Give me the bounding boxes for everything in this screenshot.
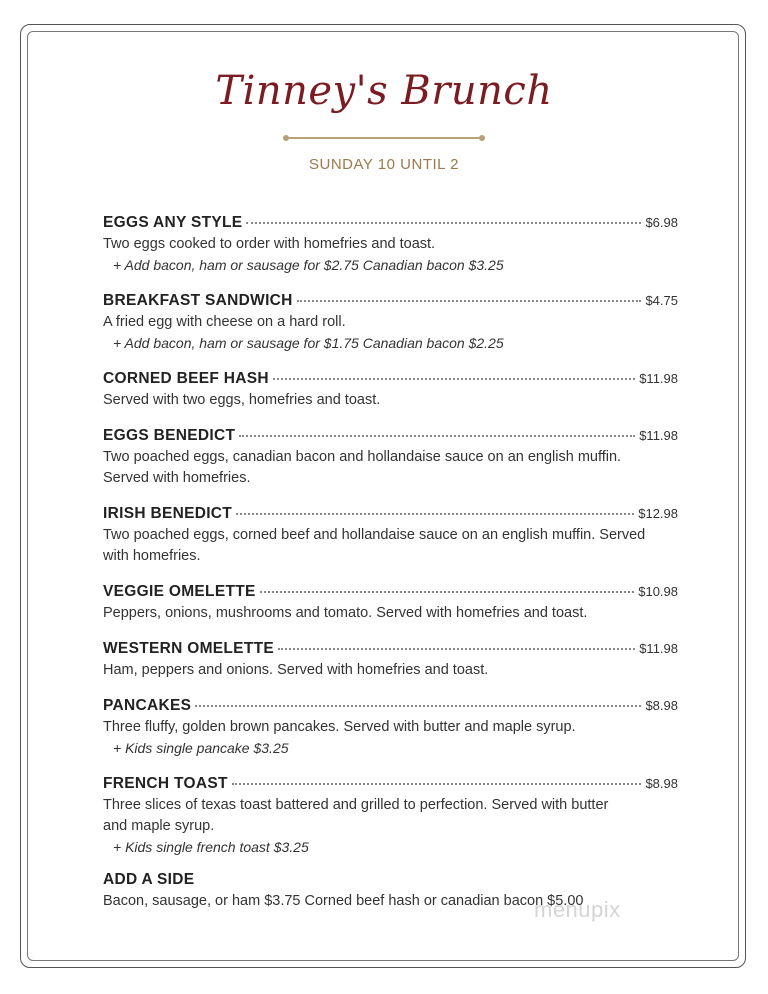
item-name: VEGGIE OMELETTE [103,583,256,600]
item-price: $11.98 [639,641,678,656]
item-name: EGGS BENEDICT [103,427,236,444]
menu-item [103,637,678,681]
item-addon: + Kids single pancake $3.25 [113,740,289,756]
dot-leader [246,208,641,224]
side-description: Bacon, sausage, or ham $3.75 Corned beef hash or canadian bacon $5.00 [103,893,584,909]
menu-item [103,424,678,489]
item-name: CORNED BEEF HASH [103,370,269,387]
dot-leader [232,769,642,785]
item-description: Two poached eggs, corned beef and hollandaise sauce on an english muffin. Served with homefries. [103,527,646,564]
dot-leader [297,286,642,302]
item-price: $8.98 [645,698,678,713]
menu-item [103,772,678,858]
dot-leader [236,499,634,515]
menu-title: Tinney's Brunch [215,68,553,114]
item-description: Peppers, onions, mushrooms and tomato. Served with homefries and toast. [103,605,588,621]
menu-item [103,211,678,276]
item-price: $10.98 [638,584,678,599]
item-description: Served with two eggs, homefries and toast. [103,392,381,408]
item-description: Two eggs cooked to order with homefries and toast. [103,236,436,252]
item-price: $6.98 [645,215,678,230]
item-name: WESTERN OMELETTE [103,640,274,657]
item-price: $12.98 [638,506,678,521]
menu-hours: SUNDAY 10 UNTIL 2 [309,156,459,173]
item-description: Three fluffy, golden brown pancakes. Served with butter and maple syrup. [103,719,576,735]
menu-item [103,580,678,624]
watermark: menupix [534,897,621,922]
dot-leader [273,364,635,380]
item-price: $11.98 [639,371,678,386]
item-name: PANCAKES [103,697,192,714]
item-name: EGGS ANY STYLE [103,214,243,231]
item-name: IRISH BENEDICT [103,505,233,522]
item-description: Ham, peppers and onions. Served with homefries and toast. [103,662,489,678]
menu-item [103,694,678,759]
dot-leader [239,421,635,437]
menu-item [103,289,678,354]
item-description: Two poached eggs, canadian bacon and hollandaise sauce on an english muffin. Served with homefries. [103,449,622,486]
menu-list [103,211,678,925]
item-name: BREAKFAST SANDWICH [103,292,293,309]
item-addon: + Add bacon, ham or sausage for $2.75 Canadian bacon $3.25 [113,257,504,273]
item-price: $8.98 [645,776,678,791]
dot-leader [195,691,641,707]
menu-item [103,502,678,567]
item-name: FRENCH TOAST [103,775,228,792]
item-price: $4.75 [645,293,678,308]
dot-leader [278,634,635,650]
item-description: A fried egg with cheese on a hard roll. [103,314,346,330]
item-description: Three slices of texas toast battered and grilled to perfection. Served with butter and maple syrup. [103,797,609,834]
dot-leader [260,577,635,593]
side-title: ADD A SIDE [103,871,195,888]
item-addon: + Add bacon, ham or sausage for $1.75 Canadian bacon $2.25 [113,335,504,351]
title-divider [286,137,482,139]
item-price: $11.98 [639,428,678,443]
menu-item [103,367,678,411]
item-addon: + Kids single french toast $3.25 [113,839,309,855]
